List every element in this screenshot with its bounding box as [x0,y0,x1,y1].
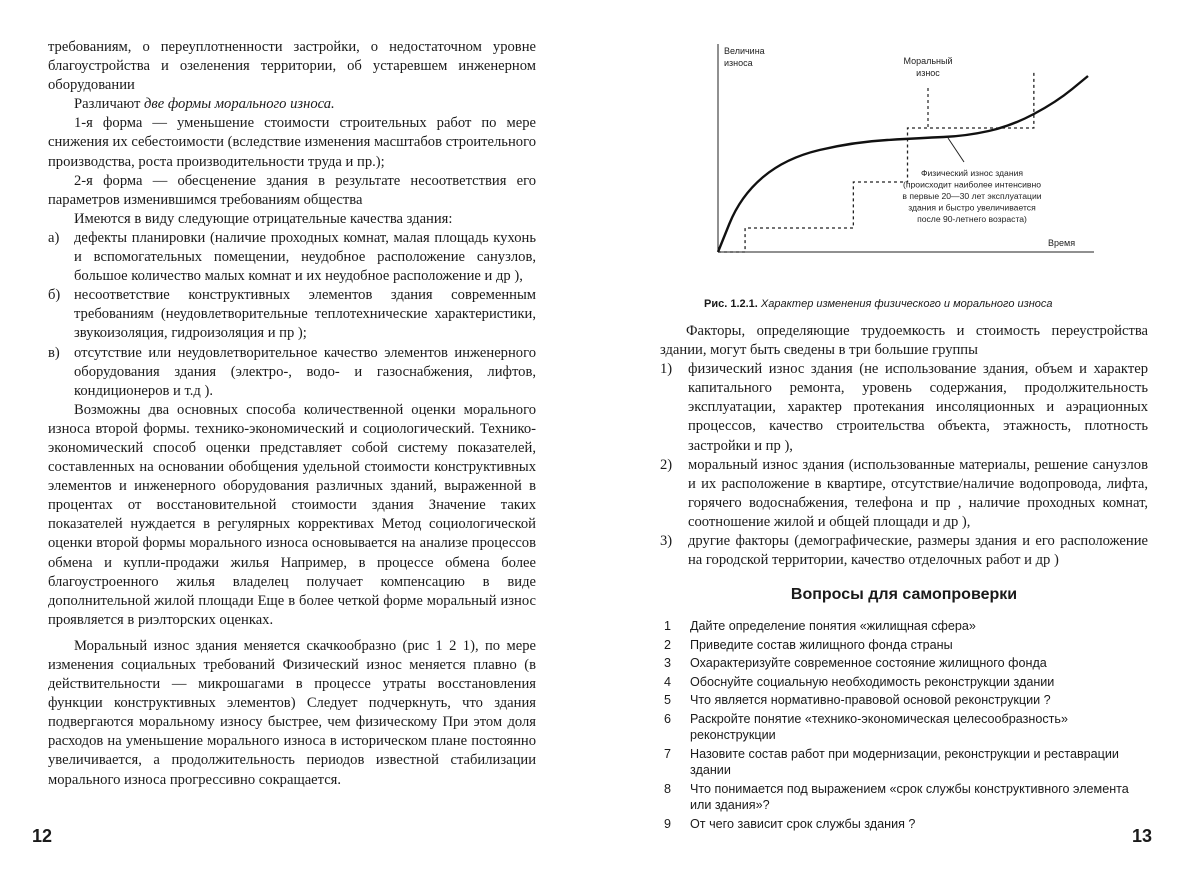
physical-wear-label: (происходит наиболее интенсивно [903,179,1041,190]
list-item-text: отсутствие или неудовлетворительное качество элементов инженерного оборудования здания (электро-, водо- и газоснабжения, лифтов, кондиционеров и т.д ). [74,344,536,399]
y-axis-label: Величина [724,46,765,56]
questions-list [660,618,1150,835]
physical-label-pointer [948,138,964,162]
y-axis-label: износа [724,58,753,68]
paragraph-text: Различают [74,96,145,113]
list-marker: 3) [660,533,673,550]
page-number: 13 [1132,826,1153,846]
chart-plot [718,72,1088,252]
question-text: Назовите состав работ при модернизации, реконструкции и реставрации здании [690,746,1119,778]
moral-wear-step-line [718,72,1034,252]
question-number: 3 [664,656,672,671]
question-text: Что является нормативно-правовой основой реконструкции ? [690,693,1051,708]
chart-labels [724,46,1075,248]
right-body-text [660,322,1148,570]
list-marker: б) [48,287,61,304]
factors-list [660,360,1148,570]
question-item [660,816,1150,832]
question-number: 5 [664,693,672,708]
paragraph: Имеются в виду следующие отрицательные качества здания: [74,210,453,227]
list-item-text: несоответствие конструктивных элементов здания современным требованиям (неудовлетворительные теплотехнические характеристики, звукоизоляция, гидроизоляция и пр ); [74,287,536,342]
list-marker: 1) [660,361,673,378]
list-item [48,344,536,401]
question-item [660,655,1150,671]
question-number: 8 [664,781,672,796]
list-item-text: другие факторы (демографические, размеры здания и его расположение на городской территории, качество отделочных работ и др ) [688,533,1148,569]
question-text: Раскройте понятие «технико-экономическая целесообразность» реконструкции [690,711,1068,743]
list-marker: 2) [660,456,673,473]
list-item-text: дефекты планировки (наличие проходных комнат, малая площадь кухонь и вспомогательных помещении, неудобное расположение санузлов, большое количество малых комнат и их неудобное расположение и др ), [74,229,536,285]
question-item [660,746,1150,779]
paragraph [48,95,536,114]
list-marker: а) [48,229,60,246]
list-item [48,229,536,286]
question-item [660,637,1150,653]
question-number: 6 [664,711,672,726]
figure-caption [704,298,1184,310]
question-item [660,674,1150,690]
paragraph: Моральный износ здания меняется скачкообразно (рис 1 2 1), по мере изменения социальных требований Физический износ меняется плавно (в действительности — микрошагами в процессе утраты восстановления функции конструктивных элементов) Следует подчеркнуть, что здания подвергаются моральному износу быстрее, чем физическому При этом доля расходов на уменьшение морального износа в историческом плане постоянно увеличивается, а продолжительность периодов известной стабилизации морального износа прогрессивно сокращается. [48,637,536,788]
moral-wear-label: Моральный [903,56,953,66]
x-axis-label: Время [1048,238,1076,248]
list-item [660,532,1148,570]
question-text: От чего зависит срок службы здания ? [690,816,916,831]
page-number: 12 [32,826,53,846]
question-item [660,781,1150,814]
question-number: 4 [664,674,672,689]
question-text: Обоснуйте социальную необходимость реконструкции здании [690,674,1055,689]
question-item [660,711,1150,744]
caption-text: Характер изменения физического и морального износа [760,298,1053,310]
left-body-text [48,38,536,790]
question-text: Охарактеризуйте современное состояние жилищного фонда [690,656,1047,671]
list-item [48,286,536,343]
right-page [600,0,1200,878]
question-text: Дайте определение понятия «жилищная сфера» [690,619,976,633]
question-text: Приведите состав жилищного фонда страны [690,637,953,652]
moral-wear-label: износ [916,68,940,78]
question-item [660,618,1150,634]
paragraph: Факторы, определяющие трудоемкость и стоимость переустройства здании, могут быть сведены в три большие группы [660,323,1148,359]
list-item-text: моральный износ здания (использованные материалы, решение санузлов и их расположение в квартире, отсутствие/наличие водопровода, лифта, горячего водоснабжения, телефона и пр , наличие проходных комнат, соотношение жилой и общей площади и др ), [688,456,1148,530]
paragraph: 1-я форма — уменьшение стоимости строительных работ по мере снижения их себестоимости (вследствие изменения масштабов строительного производства, роста производительности труда и пр.); [48,115,536,170]
chart-axes [718,44,1094,252]
physical-wear-label: в первые 20—30 лет эксплуатации [902,191,1042,201]
list-item [660,360,1148,455]
question-item [660,692,1150,708]
question-number: 2 [664,637,672,652]
wear-chart [702,40,1102,270]
emphasis-text: две формы морального износа. [144,96,335,113]
question-number: 1 [664,619,672,633]
physical-wear-label: Физический износ здания [920,168,1024,178]
paragraph: требованиям, о переуплотненности застройки, о недостаточном уровне благоустройства и озеленения территории, об устаревшем инженерном оборудовании [48,39,536,94]
question-number: 9 [664,816,672,831]
physical-wear-label: здания и быстро увеличивается [908,202,1036,213]
paragraph: Возможны два основных способа количественной оценки морального износа второй формы. технико-экономический и социологический. Технико-экономический способ оценки представляет собой систему показателей, составленных на основании обобщения удельной стоимости конструктивных элементов и инженерного оборудования различных зданий, выраженной в процентах от восстановительной стоимости здания Значение таких показателей нуждается в регулярных коррективах Метод социологической оценки второй формы морального износа основывается на анализе процессов обмена и купли-продажи жилья Например, в процессе обмена более благоустроенного жилья владелец получает компенсацию в виде дополнительной жилой площади Еще в более четкой форме моральный износ проявляется в риэлторских оценках. [48,401,536,628]
physical-wear-curve [718,76,1088,252]
questions-heading: Вопросы для самопроверки [790,586,1018,603]
question-text: Что понимается под выражением «срок службы конструктивного элемента или здания»? [690,781,1129,813]
list-marker: в) [48,344,60,361]
physical-wear-label: после 90-летнего возраста) [917,214,1027,224]
list-item [660,456,1148,532]
list-item-text: физический износ здания (не использование здания, объем и характер капитального ремонта, уровень содержания, продолжительность эксплуатации, характер протекания инсоляционных и аэрационных процессов, качество строительства объекта, этажность, плотность застройки и пр ), [688,361,1148,454]
paragraph: 2-я форма — обесценение здания в результате несоответствия его параметров изменившимся требованиям общества [48,172,536,208]
caption-number: Рис. 1.2.1. [704,298,758,310]
defects-list [48,229,536,401]
question-number: 7 [664,746,672,761]
